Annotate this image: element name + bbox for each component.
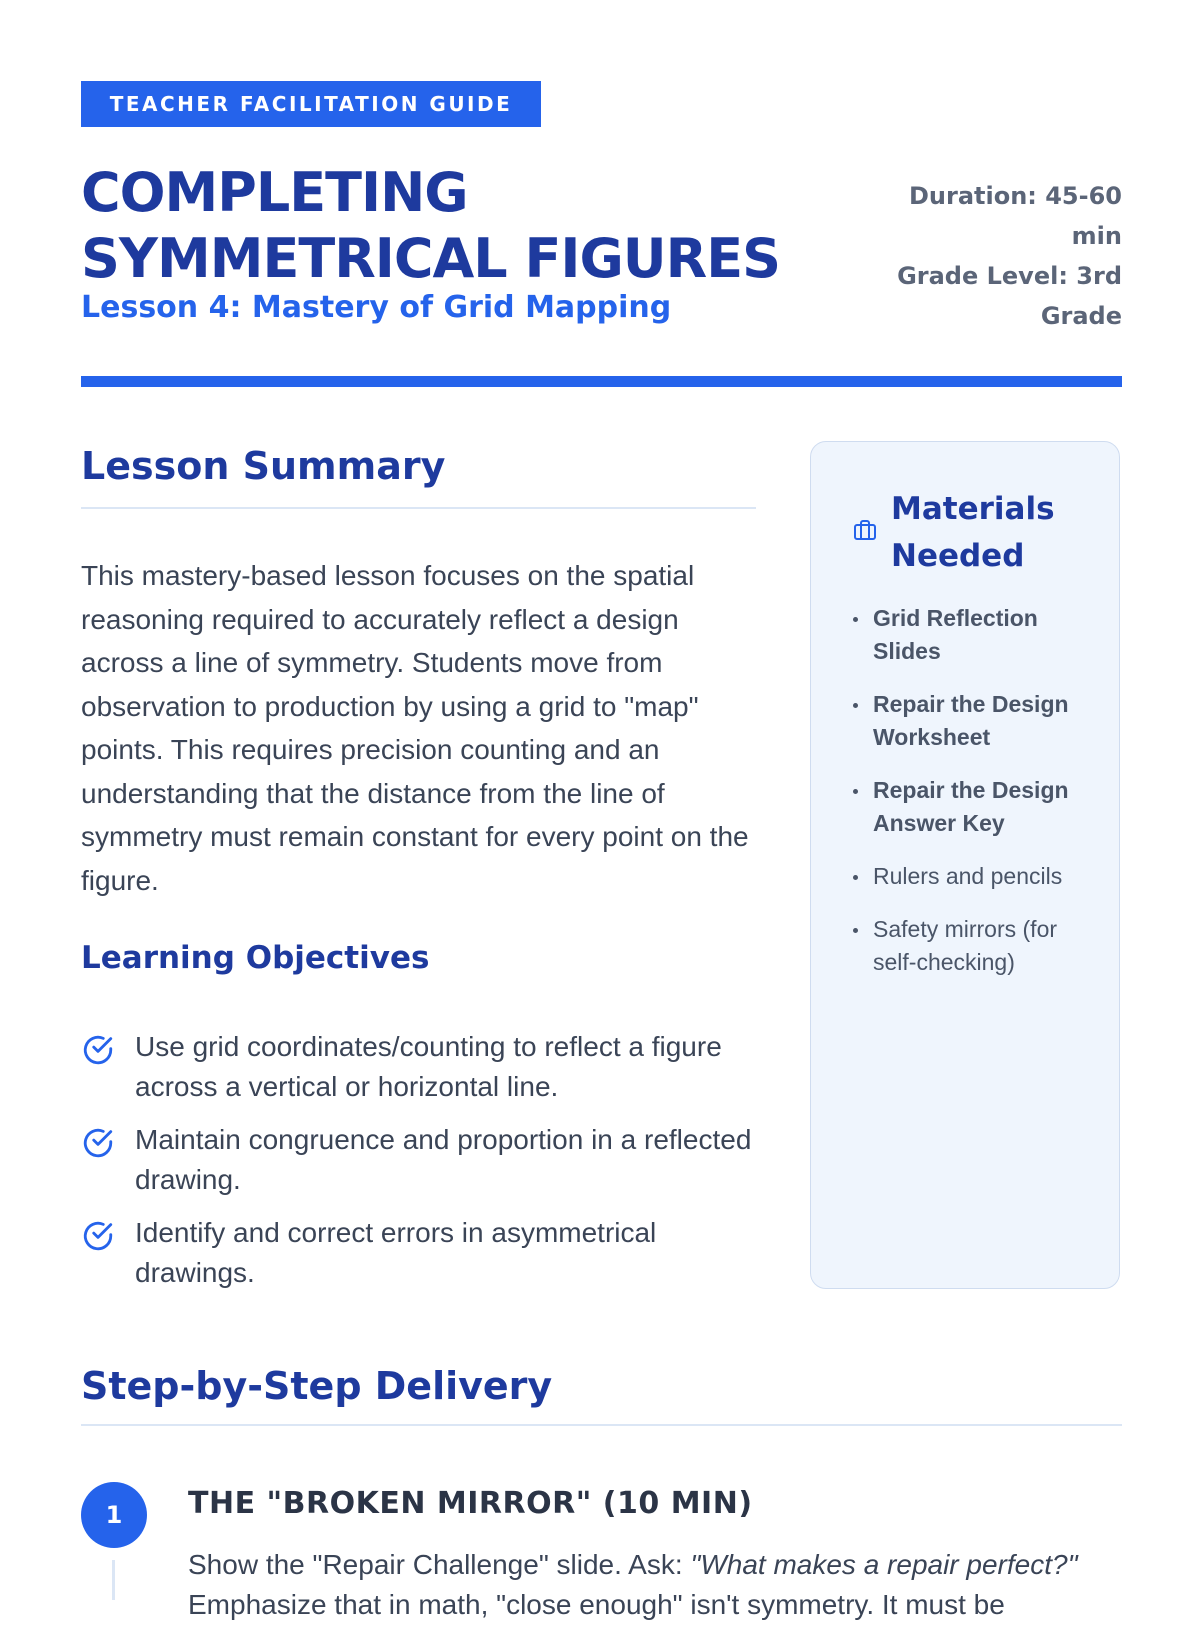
list-item: [81, 1027, 771, 1107]
list-item: Repair the Design Answer Key: [851, 774, 1101, 840]
materials-heading: Materials Needed: [891, 491, 1055, 574]
step-title: THE "BROKEN MIRROR" (10 MIN): [188, 1486, 753, 1521]
check-circle-icon: [81, 1033, 115, 1067]
step-text-continued: Emphasize that in math, "close enough" isn't symmetry. It must be: [188, 1589, 1005, 1620]
guide-type-badge: TEACHER FACILITATION GUIDE: [81, 81, 541, 127]
materials-list: [851, 602, 1101, 999]
list-item: Safety mirrors (for self-checking): [851, 913, 1101, 979]
objective-text: Identify and correct errors in asymmetrical drawings.: [135, 1217, 657, 1288]
objective-text: Maintain congruence and proportion in a reflected drawing.: [135, 1124, 752, 1195]
grade-level-label: Grade Level: 3rd Grade: [897, 262, 1122, 330]
objectives-heading: Learning Objectives: [81, 940, 430, 976]
duration-label: Duration: 45-60 min: [908, 182, 1122, 250]
header-divider: [81, 376, 1122, 387]
lesson-subtitle: Lesson 4: Mastery of Grid Mapping: [81, 290, 672, 325]
list-item: [81, 1213, 771, 1293]
list-item: Repair the Design Worksheet: [851, 688, 1101, 754]
materials-panel: [810, 441, 1120, 1289]
check-circle-icon: [81, 1126, 115, 1160]
list-item: Rulers and pencils: [851, 860, 1101, 893]
step-text-intro: Show the "Repair Challenge" slide. Ask:: [188, 1549, 691, 1580]
step-quote: "What makes a repair perfect?": [690, 1549, 1078, 1580]
summary-text: This mastery-based lesson focuses on the spatial reasoning required to accurately reflect a design across a line of symmetry. Students move from observation to production by using a grid to "map" points. This requires precision counting and an understanding that the distance from the line of symmetry must remain constant for every point on the figure.: [81, 560, 749, 896]
summary-heading: Lesson Summary: [81, 444, 446, 488]
list-item: [81, 1120, 771, 1200]
delivery-divider: [81, 1424, 1122, 1426]
briefcase-icon: [853, 518, 877, 542]
objectives-list: [81, 1027, 771, 1306]
page-title: COMPLETING SYMMETRICAL FIGURES: [81, 161, 781, 290]
summary-divider: [81, 507, 756, 509]
step-number-badge: 1: [81, 1482, 147, 1548]
delivery-heading: Step-by-Step Delivery: [81, 1364, 553, 1408]
objective-text: Use grid coordinates/counting to reflect a figure across a vertical or horizontal line.: [135, 1031, 722, 1102]
step-text: [188, 1545, 1088, 1625]
step-connector: [112, 1560, 115, 1600]
check-circle-icon: [81, 1219, 115, 1253]
lesson-meta: [882, 176, 1122, 336]
list-item: Grid Reflection Slides: [851, 602, 1101, 668]
